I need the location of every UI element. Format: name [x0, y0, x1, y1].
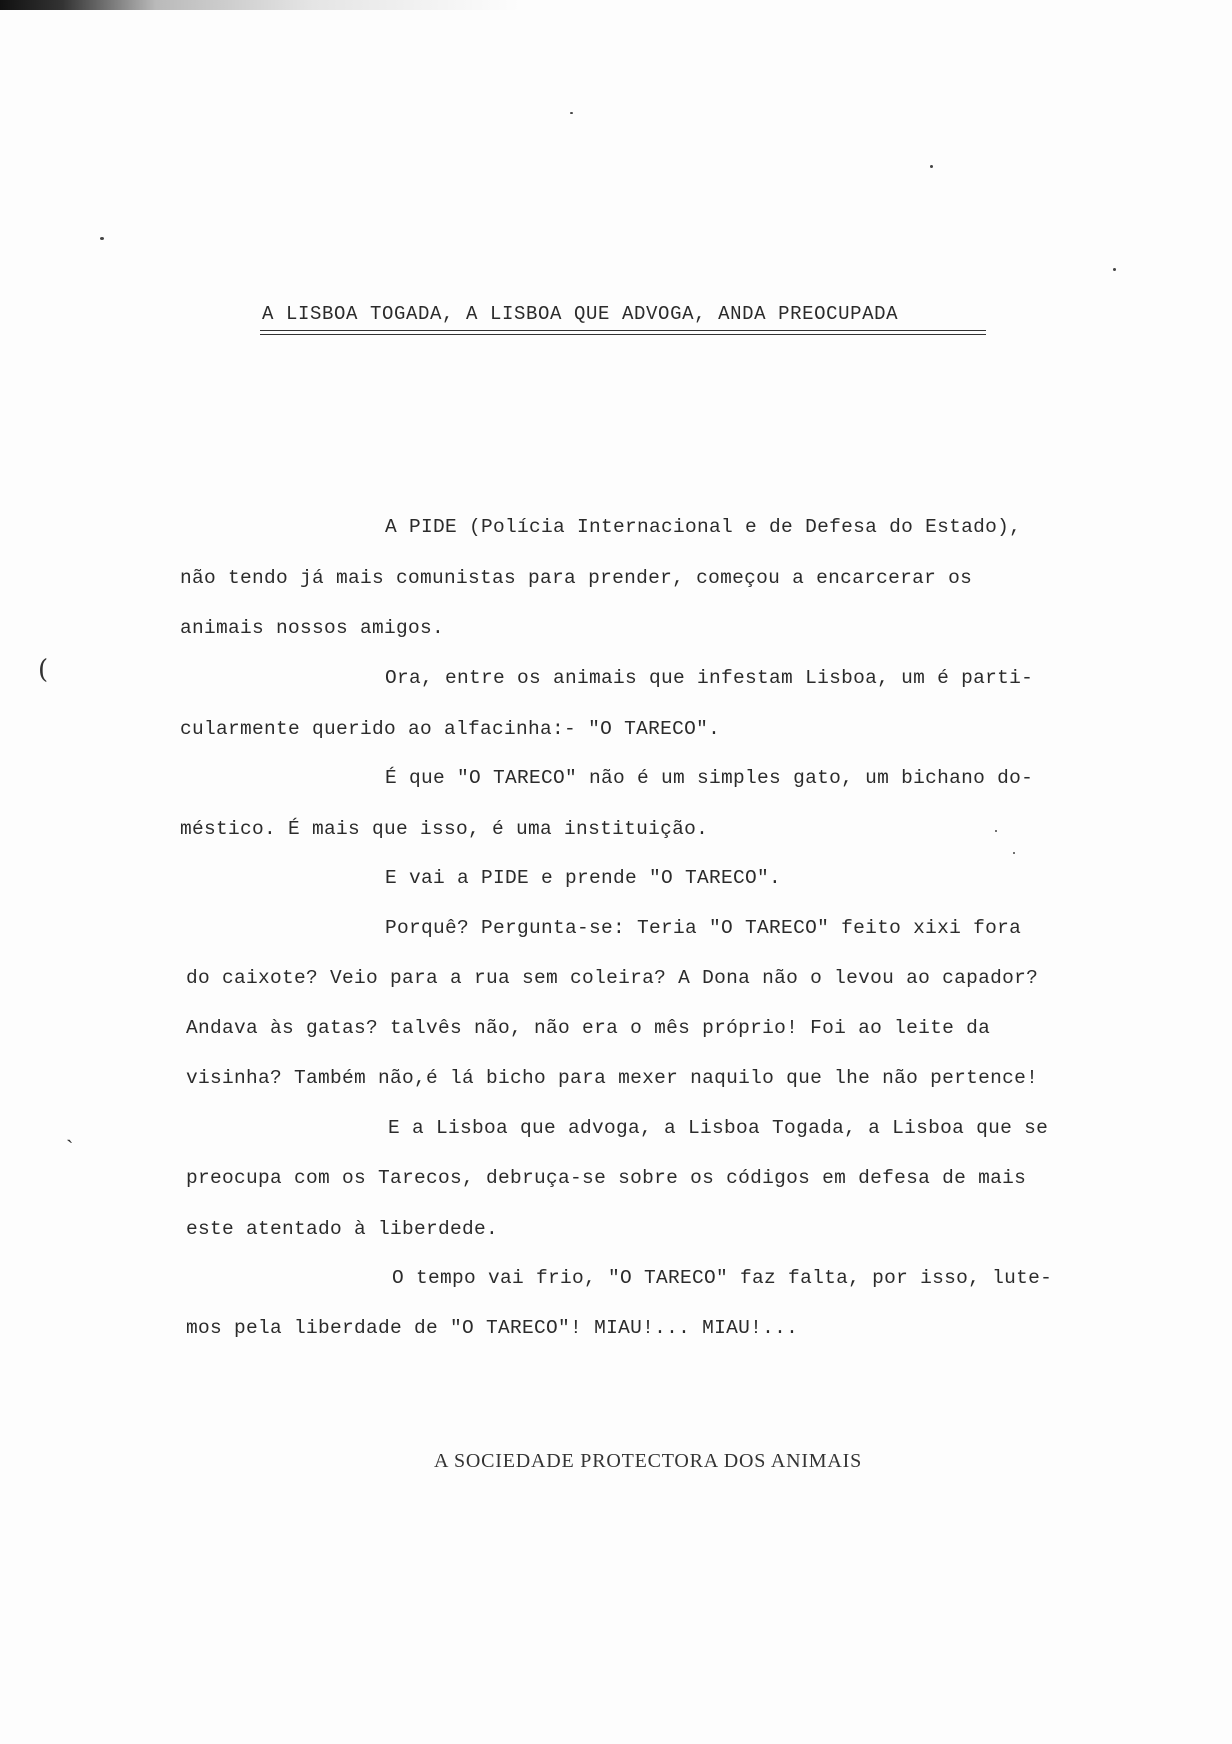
- body-line: preocupa com os Tarecos, debruça-se sobre os códigos em defesa de mais: [186, 1167, 1027, 1189]
- margin-tick: ˎ: [66, 1119, 74, 1144]
- speck: [1013, 852, 1015, 854]
- speck: [995, 830, 997, 832]
- margin-bracket-left: (: [38, 655, 49, 685]
- signature: A SOCIEDADE PROTECTORA DOS ANIMAIS: [434, 1450, 862, 1472]
- speck: [930, 165, 933, 168]
- body-line: É que "O TARECO" não é um simples gato, um bichano do-: [385, 767, 1034, 789]
- body-line: Andava às gatas? talvês não, não era o mês próprio! Foi ao leite da: [186, 1017, 991, 1039]
- scan-edge-shadow: [0, 0, 520, 10]
- speck: [100, 237, 104, 240]
- title-underline-upper: [260, 330, 986, 331]
- body-line: méstico. É mais que isso, é uma instituição.: [180, 818, 709, 840]
- body-line: Ora, entre os animais que infestam Lisboa, um é parti-: [385, 667, 1034, 689]
- body-line: não tendo já mais comunistas para prender, começou a encarcerar os: [180, 567, 973, 589]
- body-line: E vai a PIDE e prende "O TARECO".: [385, 867, 782, 889]
- body-line: este atentado à liberdede.: [186, 1218, 499, 1240]
- body-line: E a Lisboa que advoga, a Lisboa Togada, a Lisboa que se: [388, 1117, 1049, 1139]
- body-line: mos pela liberdade de "O TARECO"! MIAU!... MIAU!...: [186, 1317, 799, 1339]
- speck: [570, 112, 573, 114]
- body-line: Porquê? Pergunta-se: Teria "O TARECO" feito xixi fora: [385, 917, 1022, 939]
- body-line: O tempo vai frio, "O TARECO" faz falta, por isso, lute-: [392, 1267, 1053, 1289]
- body-line: visinha? Também não,é lá bicho para mexer naquilo que lhe não pertence!: [186, 1067, 1039, 1089]
- body-line: cularmente querido ao alfacinha:- "O TARECO".: [180, 718, 721, 740]
- title-underline-lower: [260, 334, 986, 335]
- speck: [1113, 268, 1116, 271]
- body-line: do caixote? Veio para a rua sem coleira? A Dona não o levou ao capador?: [186, 967, 1039, 989]
- body-line: animais nossos amigos.: [180, 617, 445, 639]
- body-line: A PIDE (Polícia Internacional e de Defesa do Estado),: [385, 516, 1022, 538]
- document-title: A LISBOA TOGADA, A LISBOA QUE ADVOGA, ANDA PREOCUPADA: [262, 303, 899, 325]
